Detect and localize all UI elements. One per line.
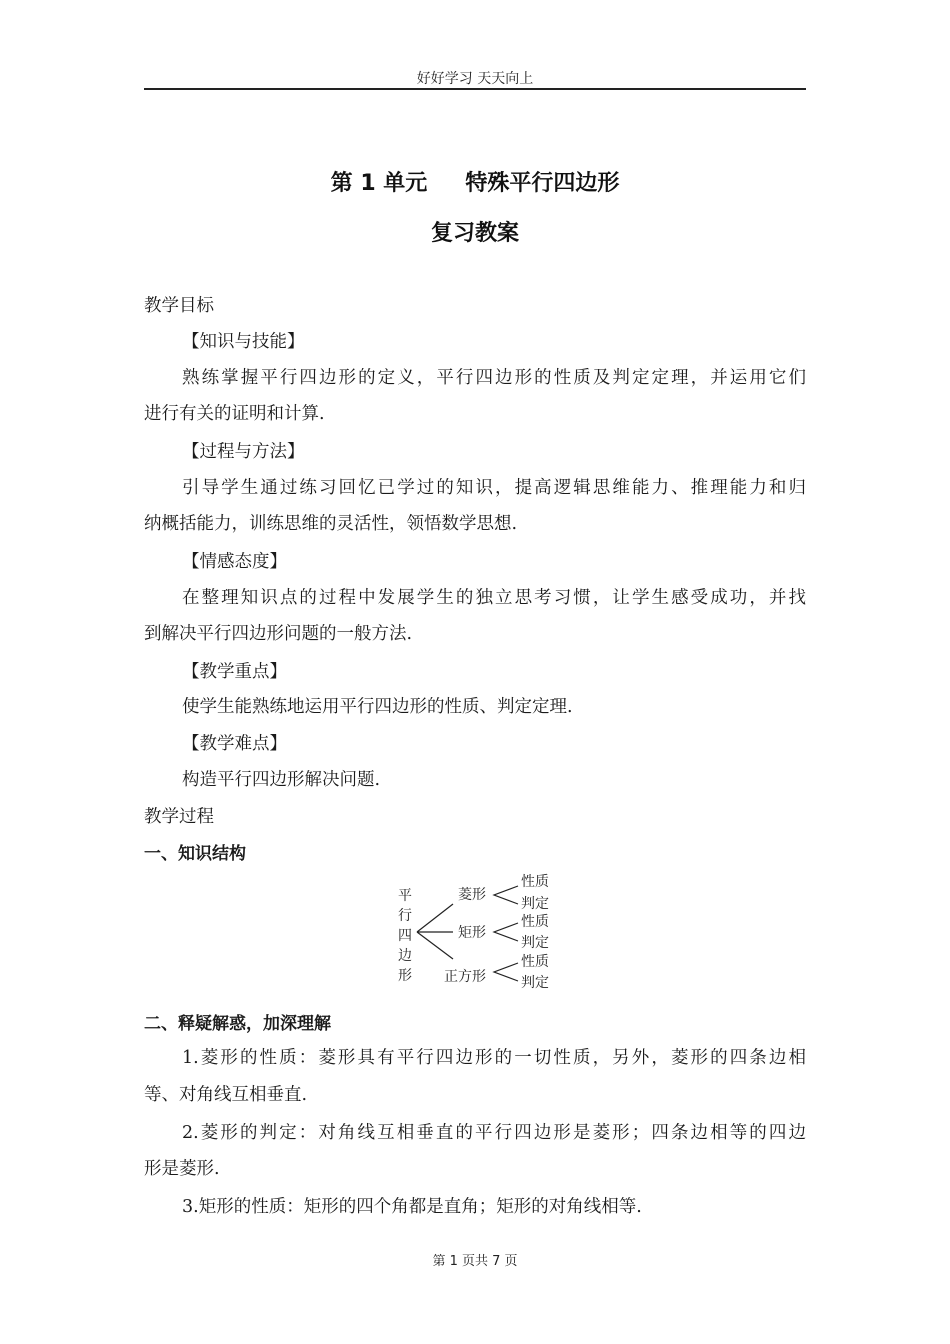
root-char: 四 [398,928,412,944]
section2-title: 二、释疑解惑，加深理解 [144,1014,331,1034]
emotion-text-line1: 在整理知识点的过程中发展学生的独立思考习惯，让学生感受成功，并找 [182,588,806,608]
unit-topic: 特殊平行四边形 [465,171,620,196]
branch-line-rhombus [417,904,453,932]
section1-title: 一、知识结构 [144,844,246,864]
goals-heading: 教学目标 [144,296,214,316]
page-footer: 第 1 页共 7 页 [432,1254,518,1269]
sub-branch-lines [494,923,518,941]
document-title [144,166,806,197]
page-header: 好好学习 天天向上 [416,71,534,87]
knowledge-text-line2: 进行有关的证明和计算. [144,404,325,424]
item3-line: 3.矩形的性质：矩形的四个角都是直角；矩形的对角线相等. [182,1197,642,1217]
process-text-line1: 引导学生通过练习回忆已学过的知识，提高逻辑思维能力、推理能力和归 [182,478,806,498]
header-rule [144,88,806,90]
branch-rectangle: 矩形 [458,925,486,941]
rectangle-criterion: 判定 [521,935,549,951]
document-subtitle: 复习教案 [430,221,519,246]
rhombus-criterion: 判定 [521,896,549,912]
root-char: 形 [398,968,412,984]
item2-line2: 形是菱形. [144,1159,220,1179]
key-point-text: 使学生能熟练地运用平行四边形的性质、判定定理. [182,697,573,717]
sub-branch-lines [494,963,518,981]
knowledge-text-line1: 熟练掌握平行四边形的定义，平行四边形的性质及判定定理，并运用它们 [182,368,806,388]
branch-rhombus: 菱形 [458,887,486,903]
difficulty-text: 构造平行四边形解决问题. [182,770,381,790]
square-criterion: 判定 [521,975,549,991]
branch-square: 正方形 [444,969,486,985]
difficulty-label: 【教学难点】 [182,734,287,754]
rectangle-property: 性质 [521,914,549,930]
rhombus-property: 性质 [521,874,549,890]
root-char: 平 [398,888,412,904]
unit-label: 第 1 单元 [330,171,428,196]
key-point-label: 【教学重点】 [182,662,287,682]
emotion-label: 【情感态度】 [182,552,287,572]
square-property: 性质 [521,954,549,970]
item1-line1: 1.菱形的性质：菱形具有平行四边形的一切性质，另外，菱形的四条边相 [182,1048,806,1068]
root-char: 行 [398,908,412,924]
teaching-process-heading: 教学过程 [144,807,214,827]
knowledge-label: 【知识与技能】 [182,332,305,352]
process-label: 【过程与方法】 [182,442,305,462]
process-text-line2: 纳概括能力，训练思维的灵活性，领悟数学思想. [144,514,518,534]
branch-line-square [417,932,453,959]
knowledge-structure-diagram [380,866,580,996]
emotion-text-line2: 到解决平行四边形问题的一般方法. [144,624,413,644]
item2-line1: 2.菱形的判定：对角线互相垂直的平行四边形是菱形；四条边相等的四边 [182,1123,806,1143]
sub-branch-lines [494,886,518,904]
item1-line2: 等、对角线互相垂直. [144,1085,308,1105]
root-char: 边 [398,948,412,964]
